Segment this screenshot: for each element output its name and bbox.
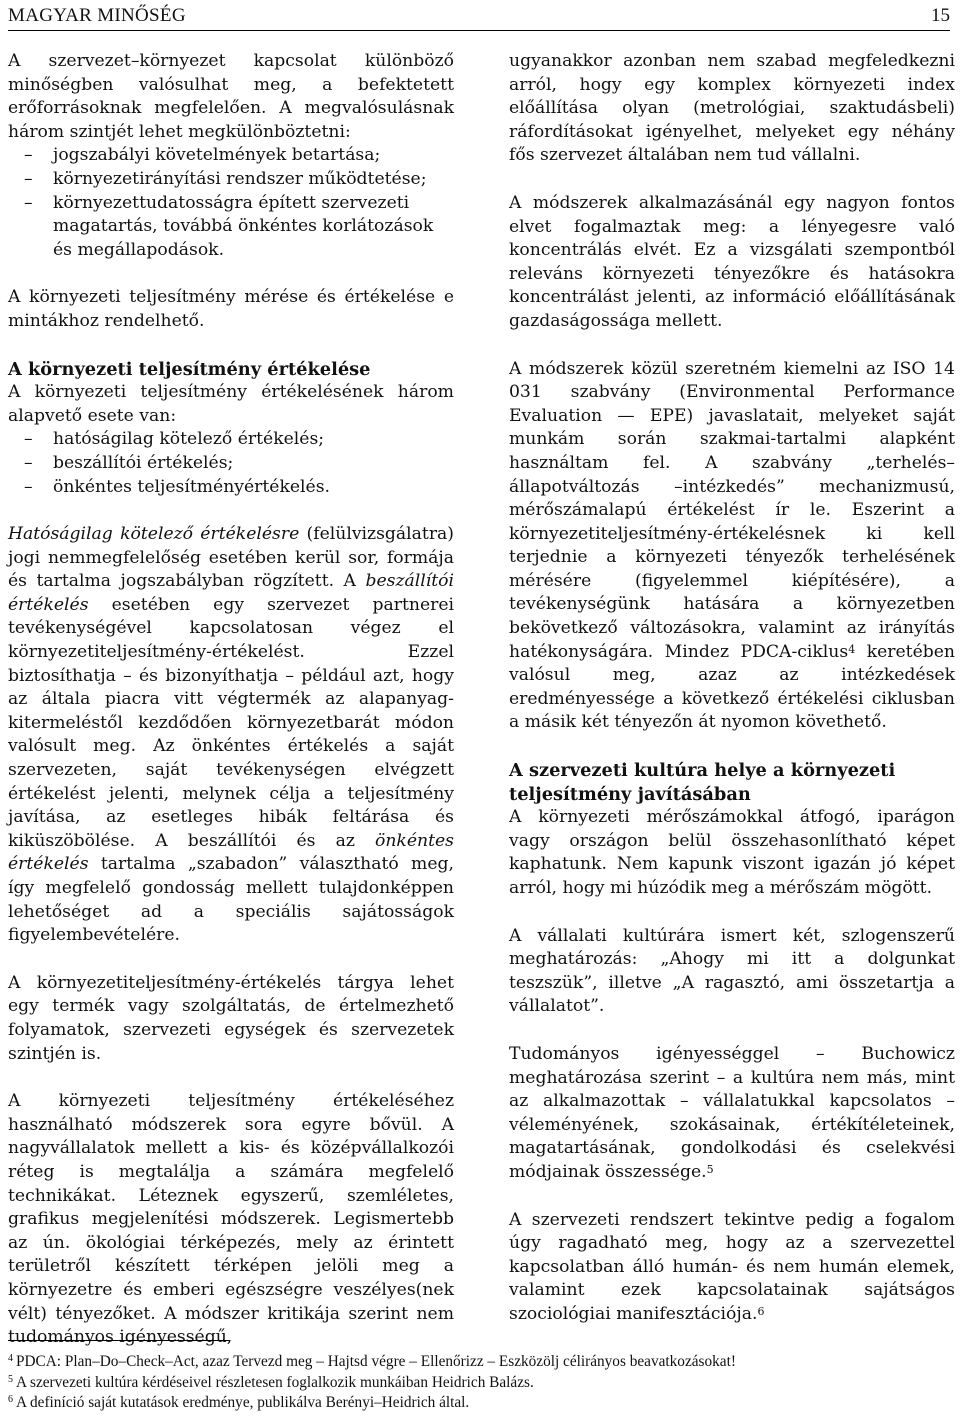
right-column: [509, 50, 955, 1327]
footnote: $^4$ PDCA: Plan–Do–Check–Act, azaz Tervezd meg – Hajtsd végre – Ellenőrizz – Eszközölj célirányos beavatkozásokat!: [8, 1353, 736, 1370]
dash-list: [8, 144, 454, 262]
footnote-ref: 6: [757, 1304, 765, 1318]
running-header: [8, 0, 950, 31]
paragraph: ugyanakkor azonban nem szabad megfeledkezni arról, hogy egy komplex környezeti index előállítása olyan (metrológiai, szaktudásbeli) ráfordításokat igényelhet, melyeket egy néhány fős szervezet általában nem tud vállalni.: [509, 51, 955, 166]
list-item: – hatóságilag kötelező értékelés;: [8, 428, 454, 452]
paragraph: A környezeti teljesítmény értékeléséhez használható módszerek sora egyre bővül. A nagyvállalatok mellett a kis- és középvállalkozói réteg is megtalálja a számára megfelelő technikákat. Léteznek egyszerű, szemléletes, grafikus megjelenítési módszerek. Legismertebb az ún. ökológiai térképezés, mely az érintett területről készített térképen jelöli meg a környezetre és emberi egészségre veszélyes(nek vélt) tényezőket. A módszer kritikája szerint nem tudományos igényességű,: [8, 1091, 454, 1348]
paragraph: A környezeti mérőszámokkal átfogó, iparágon vagy országon belül összehasonlítható képet kaphatunk. Nem kapunk viszont igazán jó képet arról, hogy mi húzódik meg a mérőszám mögött.: [509, 807, 955, 898]
list-item: – jogszabályi követelmények betartása;: [8, 144, 454, 168]
footnote-divider: [8, 1340, 230, 1341]
italic-term: beszállítói értékelés: [8, 571, 454, 615]
paragraph: A környezetiteljesítmény-értékelés tárgya lehet egy termék vagy szolgáltatás, de értelmezhető folyamatok, szervezeti egységek és szervezetek szintjén is.: [8, 972, 454, 1064]
italic-term: önkéntes értékelés: [8, 830, 454, 875]
dash-list: [8, 428, 454, 499]
footnote: $^6$ A definíció saját kutatások eredménye, publikálva Berényi–Heidrich által.: [8, 1394, 470, 1411]
list-item: – környezetirányítási rendszer működtetése;: [8, 168, 454, 192]
italic-term: Hatóságilag kötelező értékelésre: [8, 524, 300, 545]
list-item: – beszállítói értékelés;: [8, 452, 454, 476]
footnote-ref: 4: [848, 642, 856, 656]
paragraph: A környezeti teljesítmény mérése és értékelése e mintákhoz rendelhető.: [8, 287, 454, 331]
paragraph: Hatóságilag kötelező értékelésre (felülvizsgálatra) jogi nemmegfelelőség esetében kerül sor, formája és tartalma jogszabályban rögzített. A beszállítói értékelés esetében egy szervezet partnerei tevékenységével kapcsolatosan végez el környezetiteljesítmény-értékelést. Ezzel biztosíthatja – és bizonyíthatja – például azt, hogy az általa piacra vitt végtermék az alapanyag-kitermeléstől kezdődően környezetbarát módon valósult meg. Az önkéntes értékelés a saját szervezeten, saját tevékenységen elvégzett értékelést jelenti, melynek célja a teljesítmény javítása, az esetleges hibák feltárása és kiküszöbölése. A beszállítói és az önkéntes értékelés tartalma „szabadon” választható meg, így megfelelő gondosság mellett tulajdonképpen lehetőséget ad a speciális sajátosságok figyelembevételére.: [8, 524, 455, 946]
paragraph: Tudományos igényességgel – Buchowicz meghatározása szerint – a kultúra nem más, mint az alkalmazottak – vállalatukkal kapcsolatos – véleményének, szokásainak, értékítéleteinek, magatartásának, gondolkodási és cselekvési módjainak összessége.$^5$: [509, 1043, 955, 1182]
paragraph: A módszerek alkalmazásánál egy nagyon fontos elvet fogalmaztak meg: a lényegesre való koncentrálás elvét. Ez a vizsgálati szempontból releváns környezeti tényezőkre és hatásokra koncentrálást jelenti, az információ előállításának gazdaságossága mellett.: [509, 192, 955, 331]
footnotes: [8, 1352, 948, 1414]
list-item: – környezettudatosságra épített szervezeti magatartás, továbbá önkéntes korlátozások és megállapodások.: [8, 192, 454, 263]
left-column: [8, 50, 454, 1350]
paragraph: A környezeti teljesítmény értékelésének három alapvető esete van:: [8, 382, 454, 426]
list-item: – önkéntes teljesítményértékelés.: [8, 476, 454, 500]
paragraph: A vállalati kultúrára ismert két, szlogenszerű meghatározás: „Ahogy mi itt a dolgunkat teszszük”, illetve „A ragasztó, ami összetartja a vállalatot”.: [509, 925, 955, 1017]
footnote-ref: 5: [706, 1162, 714, 1176]
paragraph: A szervezet–környezet kapcsolat különböző minőségben valósulhat meg, a befektetett erőforrásoknak megfelelően. A megvalósulásnak három szintjét lehet megkülönböztetni:: [8, 51, 454, 142]
journal-title: MAGYAR MINŐSÉG: [8, 5, 186, 26]
footnote: $^5$ A szervezeti kultúra kérdéseivel részletesen foglalkozik munkáiban Heidrich Balázs.: [8, 1373, 534, 1391]
paragraph: A szervezeti rendszert tekintve pedig a fogalom úgy ragadható meg, hogy az a szervezettel kapcsolatban álló humán- és nem humán elemek, valamint ezek kapcsolatainak sajátságos szociológiai manifesztációja.$^6$: [509, 1209, 955, 1324]
page-number: 15: [931, 5, 950, 26]
paragraph: A módszerek közül szeretném kiemelni az ISO 14 031 szabvány (Environmental Performance Evaluation — EPE) javaslatait, melyeket saját munkám során szakmai-tartalmi alapként használtam fel. A szabvány „terhelés–állapotváltozás –intézkedés” mechanizmusú, mérőszámalapú értékelést ír le. Eszerint a környezetiteljesítmény-értékelésnek ki kell terjednie a környezeti tényezők terhelésének mérésére (figyelemmel kiépítésére), a tevékenységünk hatására a környezetben bekövetkező változásokra, valamint az irányítás hatékonyságára. Mindez PDCA-ciklus$^4$ keretében valósul meg, azaz az intézkedések eredményessége a következő értékelési ciklusban a másik két tényezőn át nyomon követhető.: [509, 358, 955, 733]
section-heading: A környezeti teljesítmény értékelése: [8, 358, 371, 380]
section-heading: A szervezeti kultúra helye a környezeti teljesítmény javításában: [509, 760, 896, 805]
